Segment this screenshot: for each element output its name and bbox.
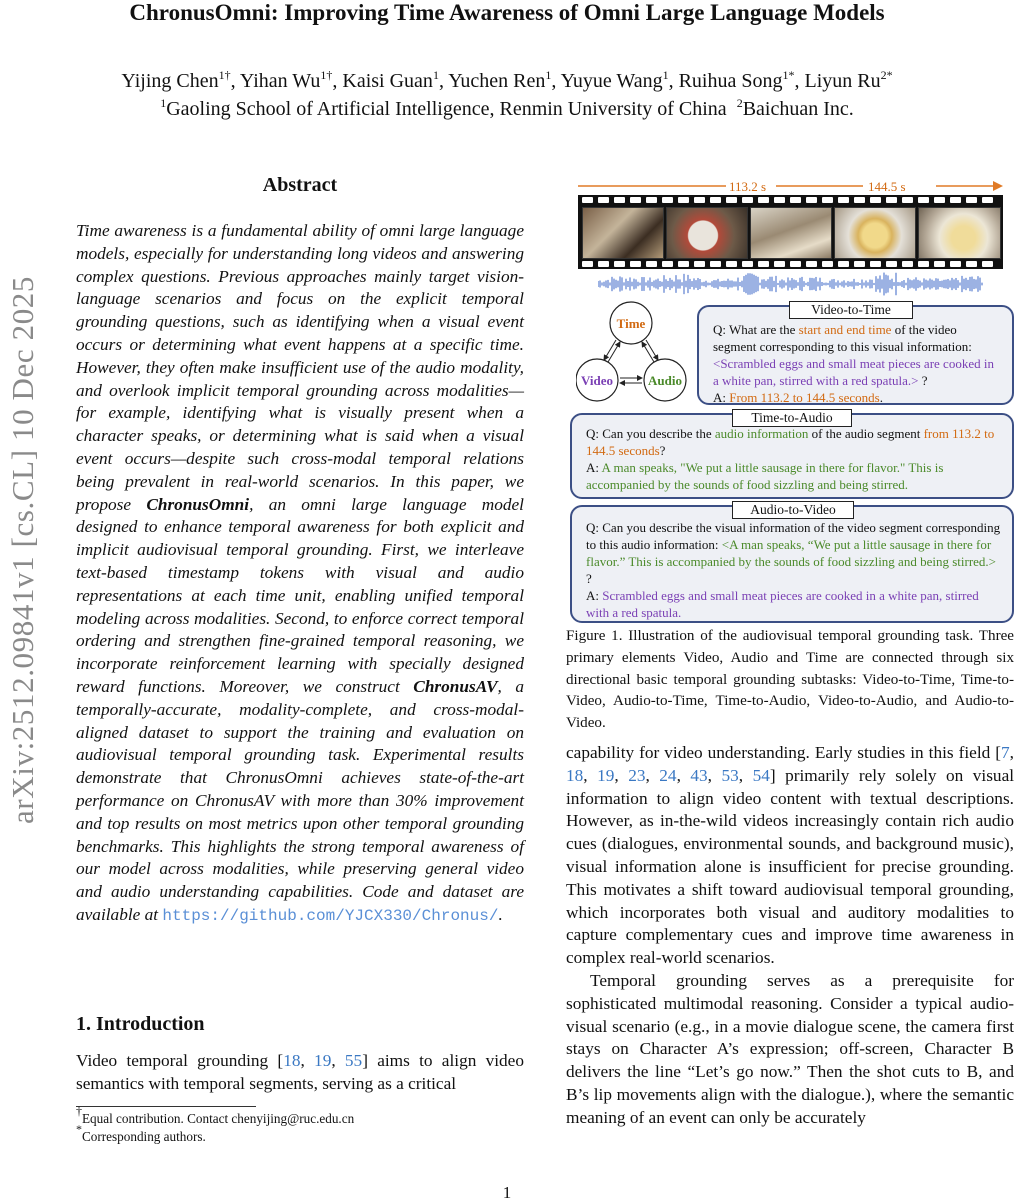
author-list: Yijing Chen$^{1\dagger}$, Yihan $Wu^{1\dagger}$, Kaisi Guan$^1$, Yuchen Ren$^1$, Yuyue Wang$^1$, Ruihua Song$^{1*}$, Liyun $Ru^{2*}$ — [121, 68, 893, 92]
sprocket-hole — [950, 197, 961, 203]
qa-box-video-to-time: Video-to-Time Q: What are the start and end time of the video segment corresponding to this visual information: <Scrambled eggs and small meat pieces are cooked in a white pan, stirred with a red spatula.> ? A: From 113.2 to 144.5 seconds. — [697, 305, 1014, 405]
author-name: Yihan Wu — [239, 70, 321, 92]
citation-link[interactable]: 18 — [283, 1051, 301, 1070]
model-name: ChronusOmni — [146, 494, 250, 514]
node-time: Time — [616, 316, 646, 331]
sprocket-hole — [662, 261, 673, 267]
sprocket-hole — [710, 197, 721, 203]
node-video: Video — [580, 373, 614, 388]
sprocket-hole — [662, 197, 673, 203]
sprocket-hole — [950, 261, 961, 267]
citation-link[interactable]: 54 — [752, 765, 770, 785]
sprocket-hole — [966, 197, 977, 203]
sprocket-hole — [822, 197, 833, 203]
sprocket-hole — [710, 261, 721, 267]
video-frame — [750, 207, 832, 259]
footnote-rule — [76, 1106, 256, 1107]
sprocket-hole — [694, 261, 705, 267]
sprocket-hole — [806, 197, 817, 203]
node-audio: Audio — [648, 373, 682, 388]
sprocket-hole — [726, 197, 737, 203]
video-filmstrip — [578, 195, 1003, 269]
sprocket-hole — [678, 197, 689, 203]
author-name: Kaisi Guan — [342, 70, 433, 92]
video-frame — [582, 207, 664, 259]
abstract-text: Time awareness is a fundamental ability of omni large language models, especially for understanding long videos and answering complex questions. Previous approaches mainly target vision-language scenarios and focus on the explicit temporal grounding questions, such as identifying when a visual event occurs or determining what event happens at a specific time. However, they often make insufficient use of the audio modality, and overlook implicit temporal grounding across modalities—for example, identifying what is visually present when a character speaks, or determining what is said when a visual event occurs—despite such cross-modal temporal relations being prevalent in real-world scenarios. In this paper, we propose ChronusOmni, an omni large language model designed to enhance temporal awareness for both explicit and implicit audiovisual temporal grounding. First, we interleave text-based timestamp tokens with visual and audio representations at each time unit, enabling unified temporal modeling across modalities. Second, to enforce correct temporal ordering and strengthen fine-grained temporal reasoning, we incorporate reinforcement learning with specially designed reward functions. Moreover, we construct ChronusAV, a temporally-accurate, modality-complete, and cross-modal-aligned dataset to support the training and evaluation on audiovisual temporal grounding task. Experimental results demonstrate that ChronusOmni achieves state-of-the-art performance on ChronusAV with more than 30% improvement and top results on most metrics upon other temporal grounding benchmarks. This highlights the strong temporal awareness of our model across modalities, while preserving general video and audio understanding capabilities. Code and dataset are available at https://github.com/YJCX330/Chronus/. — [76, 221, 525, 925]
timeline-start-label: 113.2 s — [729, 179, 767, 194]
author-name: Ruihua Song — [678, 70, 783, 92]
citation-link[interactable]: 7 — [1001, 743, 1010, 762]
right-column-text: capability for video understanding. Early studies in this field [7, 18, 19, 23, 24, 43, 53, 54] primarily rely solely on visual information to align video content with textual descriptions. However, as in-the-wild videos increasingly contain rich audio cues (dialogues, environmental sounds, and background music), visual information alone is insufficient for precise grounding. This motivates a shift toward audiovisual temporal grounding, which incorporates both visual and auditory modalities to capture complementary cues and improve time awareness in complex real-world scenarios. Temporal grounding serves as a prerequisite for sophisticated multimodal reasoning. Consider a typical audio-visual scenario (e.g., in a movie dialogue scene, the camera first stays on Character A’s expression; off-screen, Character B delivers the line “Let’s go now.” Then the shot cuts to B, and B’s lip movements align with the dialogue.), where the semantic meaning of an event can only be accurately — [566, 743, 1014, 1127]
sprocket-hole — [582, 261, 593, 267]
sprocket-hole — [598, 261, 609, 267]
footnotes: †Equal contribution. Contact chenyijing@ruc.edu.cn *Corresponding authors. — [76, 1104, 355, 1144]
citation-link[interactable]: 53 — [721, 765, 739, 785]
sprocket-hole — [742, 261, 753, 267]
sprocket-hole — [806, 261, 817, 267]
sprocket-hole — [614, 197, 625, 203]
sprocket-hole — [758, 197, 769, 203]
sprocket-hole — [934, 197, 945, 203]
sprocket-hole — [838, 197, 849, 203]
author-name: Yuchen Ren — [448, 70, 546, 92]
figure-caption: Figure 1. Illustration of the audiovisual temporal grounding task. Three primary elements Video, Audio and Time are connected through six directional basic temporal grounding subtasks: Video-to-Time, Time-to-Video, Audio-to-Time, Time-to-Audio, Video-to-Audio, and Audio-to-Video. — [566, 628, 1014, 732]
sprocket-hole — [646, 261, 657, 267]
sprocket-hole — [982, 197, 993, 203]
sprocket-hole — [870, 261, 881, 267]
sprocket-hole — [790, 197, 801, 203]
sprocket-hole — [630, 261, 641, 267]
author-name: Liyun Ru — [804, 70, 881, 92]
sprocket-hole — [678, 261, 689, 267]
qa-box-audio-to-video: Audio-to-Video Q: Can you describe the visual information of the video segment corresponding to this audio information: <A man speaks, “We put a little sausage in there for flavor.” This is accompanied by the sounds of food sizzling and being stirred.> ? A: Scrambled eggs and small meat pieces are cooked in a white pan, stirred with a red spatula. — [570, 505, 1014, 623]
sprocket-hole — [822, 261, 833, 267]
citation-link[interactable]: 43 — [690, 765, 708, 785]
sprocket-hole — [774, 261, 785, 267]
affiliations: $^1$Gaoling School of Artificial Intelligence, Renmin University of China $^2$Baichuan Inc. — [160, 96, 854, 120]
sprocket-hole — [774, 197, 785, 203]
citation-link[interactable]: 19 — [597, 765, 615, 785]
qa-box-time-to-audio: Time-to-Audio Q: Can you describe the audio information of the audio segment from 113.2 to 144.5 seconds? A: A man speaks, "We put a little sausage in there for flavor." This is accompanied by the sounds of food sizzling and being stirred. — [570, 413, 1014, 499]
sprocket-hole — [598, 197, 609, 203]
sprocket-hole — [854, 261, 865, 267]
sprocket-hole — [582, 197, 593, 203]
sprocket-hole — [918, 261, 929, 267]
sprocket-hole — [870, 197, 881, 203]
sprocket-hole — [694, 197, 705, 203]
qa-box-tag: Audio-to-Video — [732, 501, 854, 519]
video-frame — [834, 207, 916, 259]
dataset-name: ChronusAV — [413, 676, 498, 696]
citation-link[interactable]: 23 — [628, 765, 646, 785]
sprocket-hole — [886, 197, 897, 203]
arxiv-identifier: arXiv:2512.09841v1 [cs.CL] 10 Dec 2025 — [5, 276, 40, 824]
sprocket-hole — [758, 261, 769, 267]
abstract-heading: Abstract — [262, 174, 338, 196]
sprocket-hole — [726, 261, 737, 267]
sprocket-hole — [742, 197, 753, 203]
sprocket-hole — [646, 197, 657, 203]
citation-link[interactable]: 55 — [344, 1051, 363, 1070]
timeline-end-label: 144.5 s — [868, 179, 906, 194]
citation-link[interactable]: 19 — [314, 1051, 332, 1070]
sprocket-hole — [918, 197, 929, 203]
video-frame — [918, 207, 1001, 259]
sprocket-hole — [902, 261, 913, 267]
sprocket-hole — [790, 261, 801, 267]
qa-box-tag: Time-to-Audio — [732, 409, 852, 427]
qa-box-tag: Video-to-Time — [789, 301, 913, 319]
sprocket-hole — [982, 261, 993, 267]
modality-triangle-diagram — [576, 298, 694, 403]
sprocket-hole — [902, 197, 913, 203]
paper-title: ChronusOmni: Improving Time Awareness of Omni Large Language Models — [129, 0, 885, 25]
author-name: Yuyue Wang — [560, 70, 663, 92]
introduction-heading: 1. Introduction — [76, 1013, 205, 1035]
sprocket-hole — [630, 197, 641, 203]
citation-link[interactable]: 18 — [566, 765, 584, 785]
sprocket-hole — [886, 261, 897, 267]
sprocket-hole — [966, 261, 977, 267]
author-name: Yijing Chen — [121, 70, 219, 92]
sprocket-hole — [934, 261, 945, 267]
code-link[interactable]: https://github.com/YJCX330/Chronus/ — [162, 906, 499, 925]
timeline-arrow — [578, 176, 1003, 196]
sprocket-hole — [614, 261, 625, 267]
introduction-text: Video temporal grounding [18, 19, 55] aims to align video semantics with temporal segments, serving as a critical — [76, 1051, 524, 1093]
citation-link[interactable]: 24 — [659, 765, 677, 785]
page-number: 1 — [502, 1183, 512, 1202]
video-frame — [666, 207, 748, 259]
audio-waveform — [598, 270, 983, 298]
sprocket-hole — [838, 261, 849, 267]
sprocket-hole — [854, 197, 865, 203]
